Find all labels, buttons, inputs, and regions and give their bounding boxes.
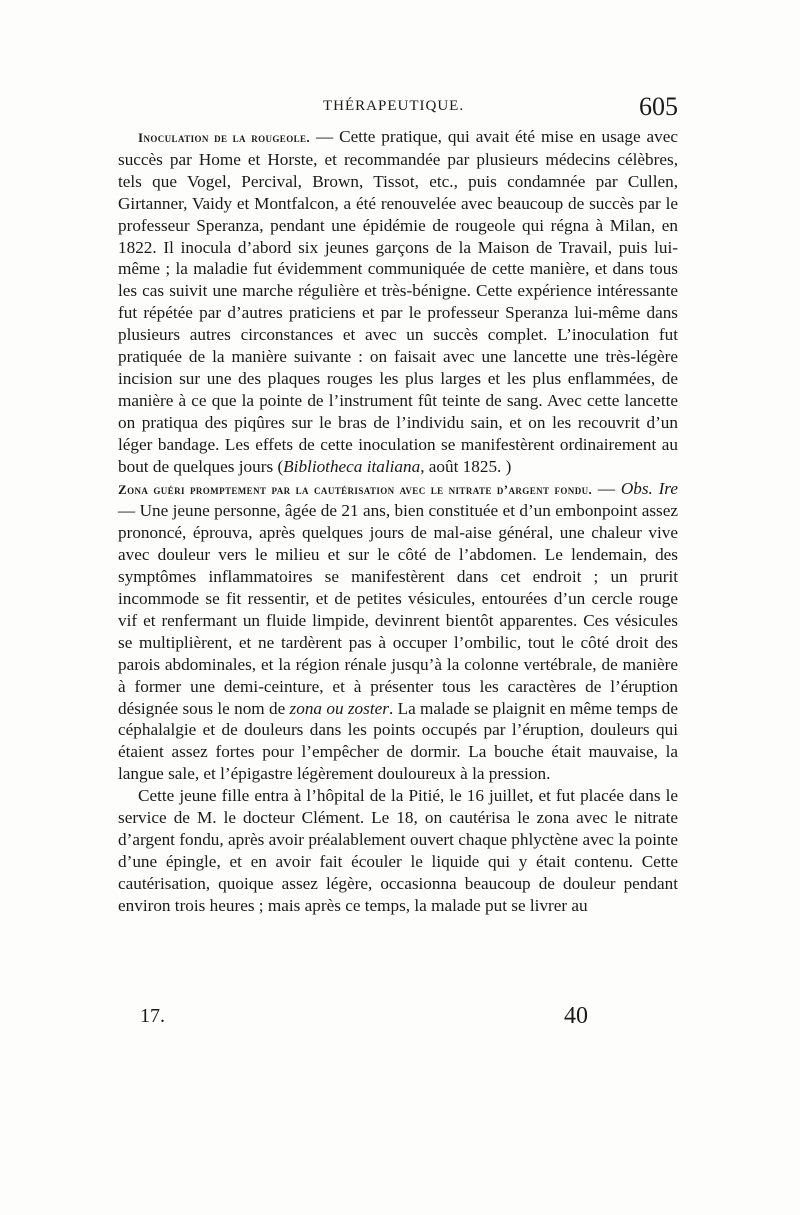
source-date: , août 1825. )	[420, 456, 512, 476]
running-head	[118, 92, 678, 124]
source-title: Bibliotheca italiana	[283, 456, 421, 476]
page-footer	[140, 1005, 640, 1035]
paragraph-body-tail: . La malade se plaignit en même temps de céphalalgie et de douleurs dans les points occupés par l’éruption, douleurs qui étaient assez fortes pour l’empêcher de dormir. La bouche était mauvaise, la langue sale, et l’épigastre légèrement douloureux à la pression.	[118, 698, 678, 784]
heading-dash: —	[592, 478, 621, 498]
signature-mark: 17.	[140, 1005, 165, 1027]
footer-number: 40	[564, 1003, 588, 1029]
disease-term: zona ou zoster	[289, 698, 389, 718]
running-title: THÉRAPEUTIQUE.	[323, 98, 465, 114]
heading-dash: —	[310, 127, 340, 146]
observation-label: Obs. Ire	[620, 478, 678, 498]
paragraph-treatment	[118, 785, 678, 916]
page-number: 605	[639, 92, 678, 121]
paragraph-body: — Une jeune personne, âgée de 21 ans, bien constituée et d’un embonpoint assez prononcé, éprouva, après quelques jours de mal-aise général, une chaleur vive avec douleur vers le milieu et sur le côté de l’abdomen. Le lendemain, des symptômes inflammatoires se manifestèrent dans cet endroit ; un prurit incommode se fit ressentir, et de petites vésicules, entourées d’un cercle rouge vif et renfermant un fluide limpide, devinrent bientôt apparentes. Ces vésicules se multiplièrent, et ne tardèrent pas à occuper l’ombilic, tout le côté droit des parois abdominales, et la région rénale jusqu’à la colonne vertébrale, de manière à former une demi-ceinture, et à présenter tous les caractères de l’éruption désignée sous le nom de	[118, 501, 678, 718]
paragraph-inoculation	[118, 126, 678, 478]
section-heading-zona: Zona guéri promptement par la cautérisation avec le nitrate d’argent fondu.	[118, 481, 593, 497]
paragraph-zona	[118, 478, 678, 786]
main-text	[118, 126, 678, 917]
paragraph-body: Cette jeune fille entra à l’hôpital de la Pitié, le 16 juillet, et fut placée dans le service de M. le docteur Clément. Le 18, on cautérisa le zona avec le nitrate d’argent fondu, après avoir préalablement ouvert chaque phlyctène avec la pointe d’une épingle, et en avoir fait écouler le liquide qui y était contenu. Cette cautérisation, quoique assez légère, occasionna beaucoup de douleur pendant environ trois heures ; mais après ce temps, la malade put se livrer au	[118, 786, 678, 915]
paragraph-body: Cette pratique, qui avait été mise en usage avec succès par Home et Horste, et recommandée par plusieurs médecins célèbres, tels que Vogel, Percival, Brown, Tissot, etc., puis condamnée par Cullen, Girtanner, Vaidy et Montfalcon, a été renouvelée avec beaucoup de succès par le professeur Speranza, pendant une épidémie de rougeole qui régna à Milan, en 1822. Il inocula d’abord six jeunes garçons de la Maison de Travail, puis lui-même ; la maladie fut évidemment communiquée de cette manière, et dans tous les cas suivit une marche régulière et très-bénigne. Cette expérience intéressante fut répétée par d’autres praticiens et par le professeur Speranza lui-même dans plusieurs autres circonstances et avec un succès complet. L’inoculation fut pratiquée de la manière suivante : on faisait avec une lancette une très-légère incision sur une des plaques rouges les plus larges et les plus enflammées, de manière à ce que la pointe de l’instrument fût teinte de sang. Avec cette lancette on pratiqua des piqûres sur le bras de l’individu sain, et on les recouvrit d’un léger bandage. Les effets de cette inoculation se manifestèrent ordinairement au bout de quelques jours (	[118, 127, 679, 476]
section-heading-inoculation: Inoculation de la rougeole.	[138, 130, 311, 145]
